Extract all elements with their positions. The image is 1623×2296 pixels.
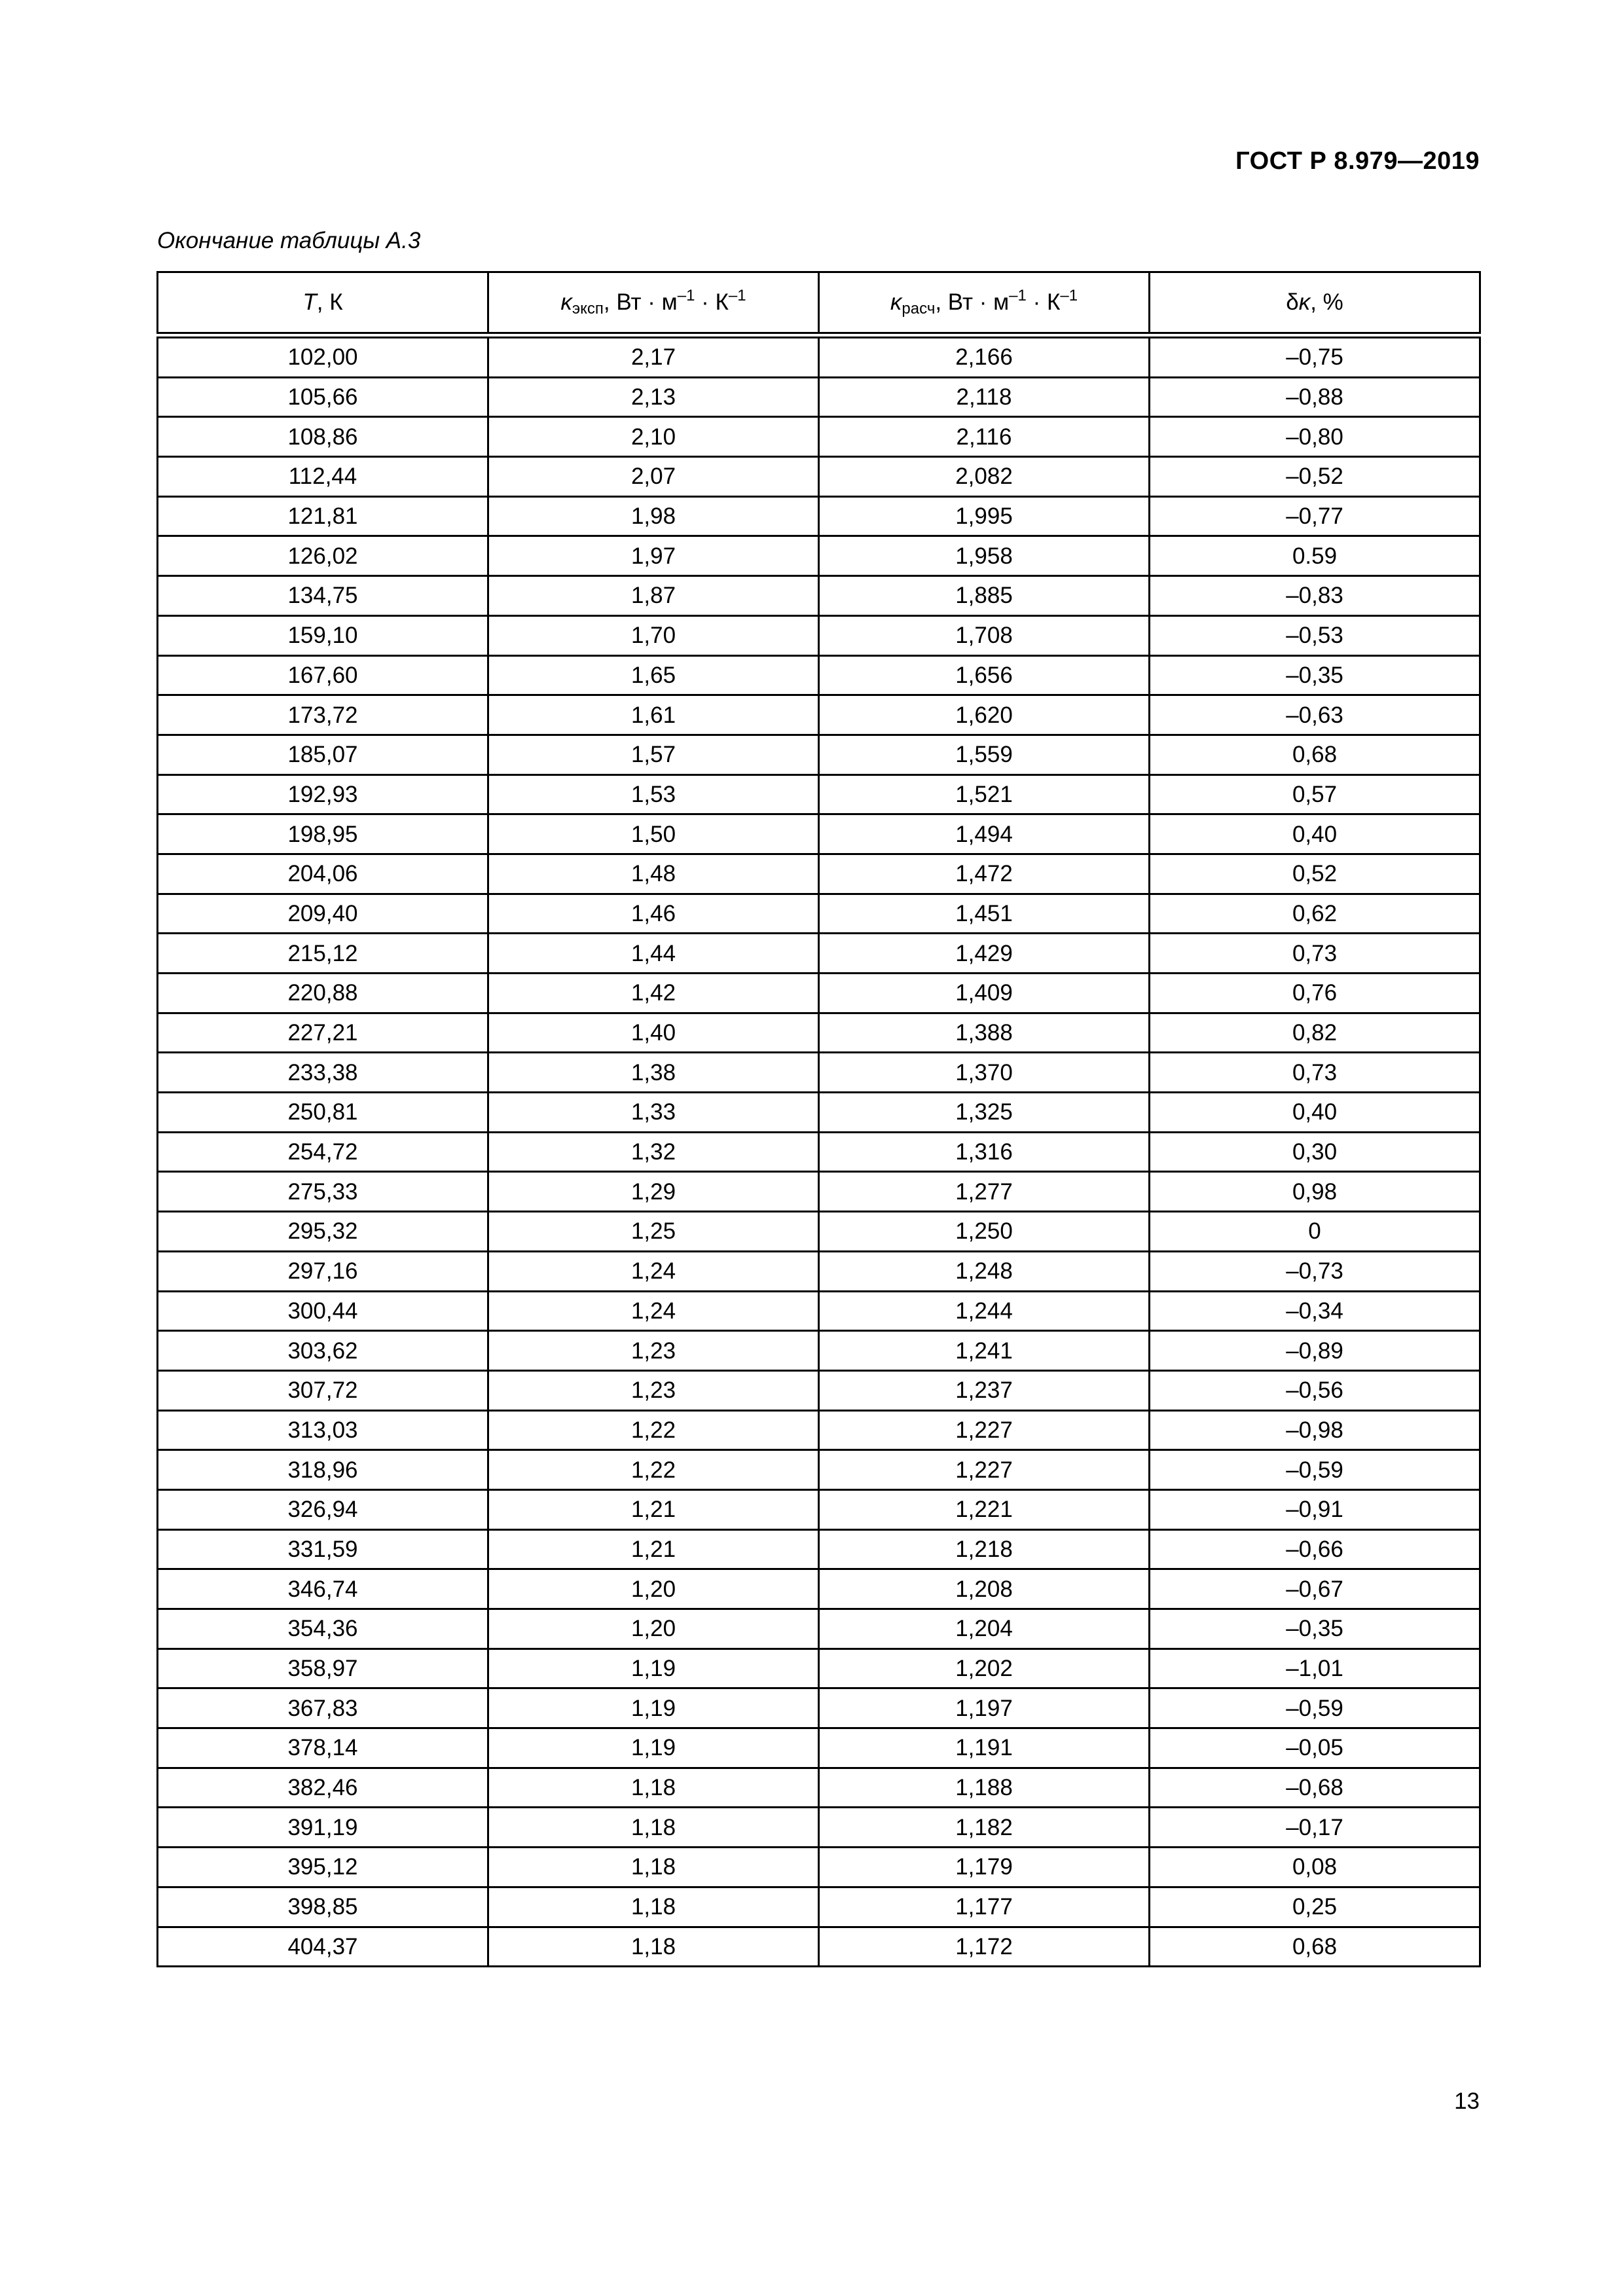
cell-temperature: 220,88 bbox=[158, 974, 488, 1013]
cell-temperature: 382,46 bbox=[158, 1768, 488, 1808]
cell-deviation: 0,57 bbox=[1150, 774, 1480, 814]
cell-kappa-experimental: 1,98 bbox=[488, 496, 819, 536]
table-row bbox=[158, 1569, 1480, 1609]
table-row bbox=[158, 1489, 1480, 1529]
cell-temperature: 215,12 bbox=[158, 934, 488, 974]
cell-temperature: 105,66 bbox=[158, 377, 488, 417]
cell-deviation: –0,89 bbox=[1150, 1331, 1480, 1371]
cell-temperature: 198,95 bbox=[158, 814, 488, 854]
cell-deviation: –0,73 bbox=[1150, 1251, 1480, 1291]
cell-kappa-experimental: 1,24 bbox=[488, 1251, 819, 1291]
cell-temperature: 367,83 bbox=[158, 1688, 488, 1728]
table-row bbox=[158, 1728, 1480, 1768]
cell-temperature: 391,19 bbox=[158, 1808, 488, 1848]
cell-kappa-calculated: 1,177 bbox=[819, 1887, 1150, 1927]
cell-kappa-experimental: 1,22 bbox=[488, 1410, 819, 1450]
cell-temperature: 354,36 bbox=[158, 1609, 488, 1649]
cell-deviation: –0,98 bbox=[1150, 1410, 1480, 1450]
header-deviation: δκ, % bbox=[1150, 272, 1480, 336]
table-row bbox=[158, 457, 1480, 497]
cell-deviation: 0,98 bbox=[1150, 1172, 1480, 1212]
cell-temperature: 398,85 bbox=[158, 1887, 488, 1927]
cell-kappa-calculated: 1,208 bbox=[819, 1569, 1150, 1609]
cell-temperature: 275,33 bbox=[158, 1172, 488, 1212]
cell-kappa-calculated: 1,472 bbox=[819, 854, 1150, 894]
cell-temperature: 173,72 bbox=[158, 695, 488, 735]
table-row bbox=[158, 1291, 1480, 1331]
table-body bbox=[158, 335, 1480, 1967]
cell-kappa-experimental: 1,46 bbox=[488, 894, 819, 934]
cell-temperature: 300,44 bbox=[158, 1291, 488, 1331]
cell-kappa-calculated: 1,197 bbox=[819, 1688, 1150, 1728]
cell-kappa-calculated: 1,370 bbox=[819, 1053, 1150, 1093]
cell-temperature: 307,72 bbox=[158, 1370, 488, 1410]
cell-kappa-calculated: 2,116 bbox=[819, 417, 1150, 457]
table-row bbox=[158, 655, 1480, 695]
table-row bbox=[158, 1251, 1480, 1291]
cell-kappa-experimental: 1,61 bbox=[488, 695, 819, 735]
cell-temperature: 254,72 bbox=[158, 1132, 488, 1172]
cell-kappa-experimental: 1,25 bbox=[488, 1212, 819, 1252]
cell-temperature: 167,60 bbox=[158, 655, 488, 695]
cell-kappa-calculated: 1,388 bbox=[819, 1013, 1150, 1053]
cell-deviation: 0,62 bbox=[1150, 894, 1480, 934]
cell-kappa-calculated: 1,409 bbox=[819, 974, 1150, 1013]
cell-temperature: 108,86 bbox=[158, 417, 488, 457]
cell-kappa-calculated: 1,958 bbox=[819, 536, 1150, 576]
cell-kappa-experimental: 1,70 bbox=[488, 615, 819, 655]
table-row bbox=[158, 1053, 1480, 1093]
cell-kappa-calculated: 1,191 bbox=[819, 1728, 1150, 1768]
cell-deviation: –0,67 bbox=[1150, 1569, 1480, 1609]
cell-temperature: 318,96 bbox=[158, 1450, 488, 1490]
cell-deviation: –0,53 bbox=[1150, 615, 1480, 655]
cell-kappa-calculated: 2,118 bbox=[819, 377, 1150, 417]
table-row bbox=[158, 1093, 1480, 1133]
cell-kappa-experimental: 1,19 bbox=[488, 1649, 819, 1688]
cell-kappa-experimental: 1,24 bbox=[488, 1291, 819, 1331]
cell-deviation: –0,63 bbox=[1150, 695, 1480, 735]
cell-kappa-experimental: 1,18 bbox=[488, 1768, 819, 1808]
cell-deviation: –1,01 bbox=[1150, 1649, 1480, 1688]
table-row bbox=[158, 735, 1480, 774]
cell-deviation: 0,40 bbox=[1150, 814, 1480, 854]
cell-deviation: 0,52 bbox=[1150, 854, 1480, 894]
data-table bbox=[156, 271, 1481, 1967]
cell-kappa-experimental: 1,21 bbox=[488, 1489, 819, 1529]
table-row bbox=[158, 1927, 1480, 1967]
table-row bbox=[158, 1410, 1480, 1450]
cell-deviation: 0,08 bbox=[1150, 1848, 1480, 1887]
table-row bbox=[158, 1370, 1480, 1410]
cell-temperature: 395,12 bbox=[158, 1848, 488, 1887]
table-row bbox=[158, 1848, 1480, 1887]
table-row bbox=[158, 1450, 1480, 1490]
cell-kappa-experimental: 2,10 bbox=[488, 417, 819, 457]
cell-kappa-calculated: 1,250 bbox=[819, 1212, 1150, 1252]
cell-kappa-experimental: 1,53 bbox=[488, 774, 819, 814]
cell-kappa-calculated: 1,188 bbox=[819, 1768, 1150, 1808]
cell-kappa-calculated: 1,451 bbox=[819, 894, 1150, 934]
cell-deviation: 0,40 bbox=[1150, 1093, 1480, 1133]
cell-temperature: 159,10 bbox=[158, 615, 488, 655]
table-row bbox=[158, 615, 1480, 655]
table-row bbox=[158, 854, 1480, 894]
cell-temperature: 112,44 bbox=[158, 457, 488, 497]
cell-kappa-calculated: 1,325 bbox=[819, 1093, 1150, 1133]
cell-kappa-experimental: 1,44 bbox=[488, 934, 819, 974]
table-row bbox=[158, 974, 1480, 1013]
cell-kappa-experimental: 1,40 bbox=[488, 1013, 819, 1053]
cell-temperature: 121,81 bbox=[158, 496, 488, 536]
cell-kappa-calculated: 1,241 bbox=[819, 1331, 1150, 1371]
cell-deviation: –0,52 bbox=[1150, 457, 1480, 497]
table-row bbox=[158, 417, 1480, 457]
table-row bbox=[158, 894, 1480, 934]
cell-kappa-calculated: 1,708 bbox=[819, 615, 1150, 655]
cell-deviation: 0 bbox=[1150, 1212, 1480, 1252]
cell-deviation: –0,56 bbox=[1150, 1370, 1480, 1410]
page-number: 13 bbox=[1454, 2088, 1480, 2114]
cell-kappa-calculated: 1,995 bbox=[819, 496, 1150, 536]
cell-deviation: –0,17 bbox=[1150, 1808, 1480, 1848]
cell-kappa-experimental: 2,07 bbox=[488, 457, 819, 497]
cell-deviation: –0,91 bbox=[1150, 1489, 1480, 1529]
cell-kappa-experimental: 1,42 bbox=[488, 974, 819, 1013]
cell-deviation: 0,73 bbox=[1150, 1053, 1480, 1093]
cell-deviation: 0,30 bbox=[1150, 1132, 1480, 1172]
cell-temperature: 378,14 bbox=[158, 1728, 488, 1768]
cell-kappa-calculated: 1,179 bbox=[819, 1848, 1150, 1887]
cell-kappa-experimental: 1,29 bbox=[488, 1172, 819, 1212]
cell-kappa-calculated: 1,656 bbox=[819, 655, 1150, 695]
table-row bbox=[158, 1887, 1480, 1927]
table-row bbox=[158, 934, 1480, 974]
table-row bbox=[158, 1013, 1480, 1053]
cell-deviation: –0,80 bbox=[1150, 417, 1480, 457]
document-code: ГОСТ Р 8.979—2019 bbox=[1235, 147, 1480, 175]
table-row bbox=[158, 1808, 1480, 1848]
cell-temperature: 102,00 bbox=[158, 335, 488, 377]
cell-kappa-calculated: 1,204 bbox=[819, 1609, 1150, 1649]
cell-kappa-calculated: 1,237 bbox=[819, 1370, 1150, 1410]
header-kappa-experimental: $\kappa_{эксп}$, Вт · $м^{-1} \cdot К^{-1}$ bbox=[488, 272, 819, 336]
cell-deviation: 0,68 bbox=[1150, 735, 1480, 774]
cell-kappa-calculated: 1,559 bbox=[819, 735, 1150, 774]
table-header bbox=[158, 272, 1480, 336]
cell-kappa-experimental: 1,50 bbox=[488, 814, 819, 854]
table-row bbox=[158, 1649, 1480, 1688]
cell-kappa-calculated: 1,244 bbox=[819, 1291, 1150, 1331]
cell-deviation: –0,66 bbox=[1150, 1529, 1480, 1569]
cell-kappa-experimental: 1,18 bbox=[488, 1887, 819, 1927]
cell-temperature: 404,37 bbox=[158, 1927, 488, 1967]
cell-temperature: 331,59 bbox=[158, 1529, 488, 1569]
cell-kappa-experimental: 1,48 bbox=[488, 854, 819, 894]
cell-kappa-experimental: 1,20 bbox=[488, 1609, 819, 1649]
cell-kappa-experimental: 1,32 bbox=[488, 1132, 819, 1172]
table-row bbox=[158, 1172, 1480, 1212]
cell-deviation: 0,68 bbox=[1150, 1927, 1480, 1967]
cell-kappa-calculated: 1,227 bbox=[819, 1450, 1150, 1490]
cell-kappa-calculated: 1,620 bbox=[819, 695, 1150, 735]
cell-deviation: –0,68 bbox=[1150, 1768, 1480, 1808]
cell-temperature: 126,02 bbox=[158, 536, 488, 576]
cell-kappa-experimental: 1,57 bbox=[488, 735, 819, 774]
cell-kappa-calculated: 1,202 bbox=[819, 1649, 1150, 1688]
cell-kappa-experimental: 1,23 bbox=[488, 1331, 819, 1371]
cell-kappa-experimental: 1,65 bbox=[488, 655, 819, 695]
cell-temperature: 227,21 bbox=[158, 1013, 488, 1053]
table-row bbox=[158, 1768, 1480, 1808]
cell-temperature: 326,94 bbox=[158, 1489, 488, 1529]
cell-kappa-calculated: 1,248 bbox=[819, 1251, 1150, 1291]
cell-deviation: –0,77 bbox=[1150, 496, 1480, 536]
cell-kappa-experimental: 1,20 bbox=[488, 1569, 819, 1609]
cell-kappa-experimental: 1,19 bbox=[488, 1688, 819, 1728]
cell-temperature: 209,40 bbox=[158, 894, 488, 934]
header-row bbox=[158, 272, 1480, 336]
cell-kappa-experimental: 1,33 bbox=[488, 1093, 819, 1133]
table-row bbox=[158, 814, 1480, 854]
cell-deviation: –0,35 bbox=[1150, 1609, 1480, 1649]
table-row bbox=[158, 1212, 1480, 1252]
cell-deviation: –0,34 bbox=[1150, 1291, 1480, 1331]
table-row bbox=[158, 1331, 1480, 1371]
cell-deviation: 0,25 bbox=[1150, 1887, 1480, 1927]
cell-kappa-experimental: 1,19 bbox=[488, 1728, 819, 1768]
cell-kappa-experimental: 2,13 bbox=[488, 377, 819, 417]
table-row bbox=[158, 335, 1480, 377]
cell-kappa-experimental: 1,38 bbox=[488, 1053, 819, 1093]
header-kappa-calculated: $\kappa_{расч}$, Вт · $м^{-1} \cdot К^{-1}$ bbox=[819, 272, 1150, 336]
cell-deviation: –0,83 bbox=[1150, 576, 1480, 616]
cell-deviation: 0.59 bbox=[1150, 536, 1480, 576]
cell-temperature: 250,81 bbox=[158, 1093, 488, 1133]
cell-kappa-calculated: 1,172 bbox=[819, 1927, 1150, 1967]
header-temperature: T, К bbox=[158, 272, 488, 336]
cell-kappa-experimental: 1,18 bbox=[488, 1848, 819, 1887]
table-row bbox=[158, 576, 1480, 616]
table-row bbox=[158, 1688, 1480, 1728]
cell-deviation: –0,75 bbox=[1150, 335, 1480, 377]
cell-kappa-calculated: 1,218 bbox=[819, 1529, 1150, 1569]
cell-temperature: 358,97 bbox=[158, 1649, 488, 1688]
cell-kappa-calculated: 2,166 bbox=[819, 335, 1150, 377]
cell-kappa-experimental: 1,23 bbox=[488, 1370, 819, 1410]
cell-kappa-experimental: 2,17 bbox=[488, 335, 819, 377]
cell-kappa-calculated: 1,494 bbox=[819, 814, 1150, 854]
cell-temperature: 346,74 bbox=[158, 1569, 488, 1609]
cell-deviation: –0,59 bbox=[1150, 1450, 1480, 1490]
cell-kappa-calculated: 1,182 bbox=[819, 1808, 1150, 1848]
cell-temperature: 233,38 bbox=[158, 1053, 488, 1093]
cell-kappa-calculated: 1,885 bbox=[819, 576, 1150, 616]
table-row bbox=[158, 496, 1480, 536]
cell-temperature: 204,06 bbox=[158, 854, 488, 894]
cell-kappa-calculated: 1,221 bbox=[819, 1489, 1150, 1529]
cell-deviation: –0,59 bbox=[1150, 1688, 1480, 1728]
cell-kappa-experimental: 1,87 bbox=[488, 576, 819, 616]
table-row bbox=[158, 774, 1480, 814]
cell-temperature: 185,07 bbox=[158, 735, 488, 774]
cell-kappa-calculated: 1,429 bbox=[819, 934, 1150, 974]
cell-deviation: 0,82 bbox=[1150, 1013, 1480, 1053]
cell-kappa-calculated: 1,227 bbox=[819, 1410, 1150, 1450]
cell-kappa-experimental: 1,18 bbox=[488, 1927, 819, 1967]
cell-temperature: 313,03 bbox=[158, 1410, 488, 1450]
cell-deviation: 0,73 bbox=[1150, 934, 1480, 974]
table-row bbox=[158, 536, 1480, 576]
cell-kappa-calculated: 1,316 bbox=[819, 1132, 1150, 1172]
cell-deviation: –0,35 bbox=[1150, 655, 1480, 695]
table-caption: Окончание таблицы А.3 bbox=[157, 228, 421, 253]
cell-kappa-experimental: 1,97 bbox=[488, 536, 819, 576]
cell-deviation: –0,05 bbox=[1150, 1728, 1480, 1768]
cell-temperature: 192,93 bbox=[158, 774, 488, 814]
cell-kappa-experimental: 1,21 bbox=[488, 1529, 819, 1569]
table-row bbox=[158, 1529, 1480, 1569]
cell-temperature: 303,62 bbox=[158, 1331, 488, 1371]
table-row bbox=[158, 377, 1480, 417]
cell-kappa-calculated: 1,277 bbox=[819, 1172, 1150, 1212]
cell-kappa-experimental: 1,22 bbox=[488, 1450, 819, 1490]
cell-temperature: 134,75 bbox=[158, 576, 488, 616]
table-row bbox=[158, 1132, 1480, 1172]
cell-deviation: –0,88 bbox=[1150, 377, 1480, 417]
table-row bbox=[158, 1609, 1480, 1649]
cell-temperature: 295,32 bbox=[158, 1212, 488, 1252]
cell-deviation: 0,76 bbox=[1150, 974, 1480, 1013]
cell-kappa-experimental: 1,18 bbox=[488, 1808, 819, 1848]
cell-kappa-calculated: 2,082 bbox=[819, 457, 1150, 497]
cell-kappa-calculated: 1,521 bbox=[819, 774, 1150, 814]
cell-temperature: 297,16 bbox=[158, 1251, 488, 1291]
table-row bbox=[158, 695, 1480, 735]
